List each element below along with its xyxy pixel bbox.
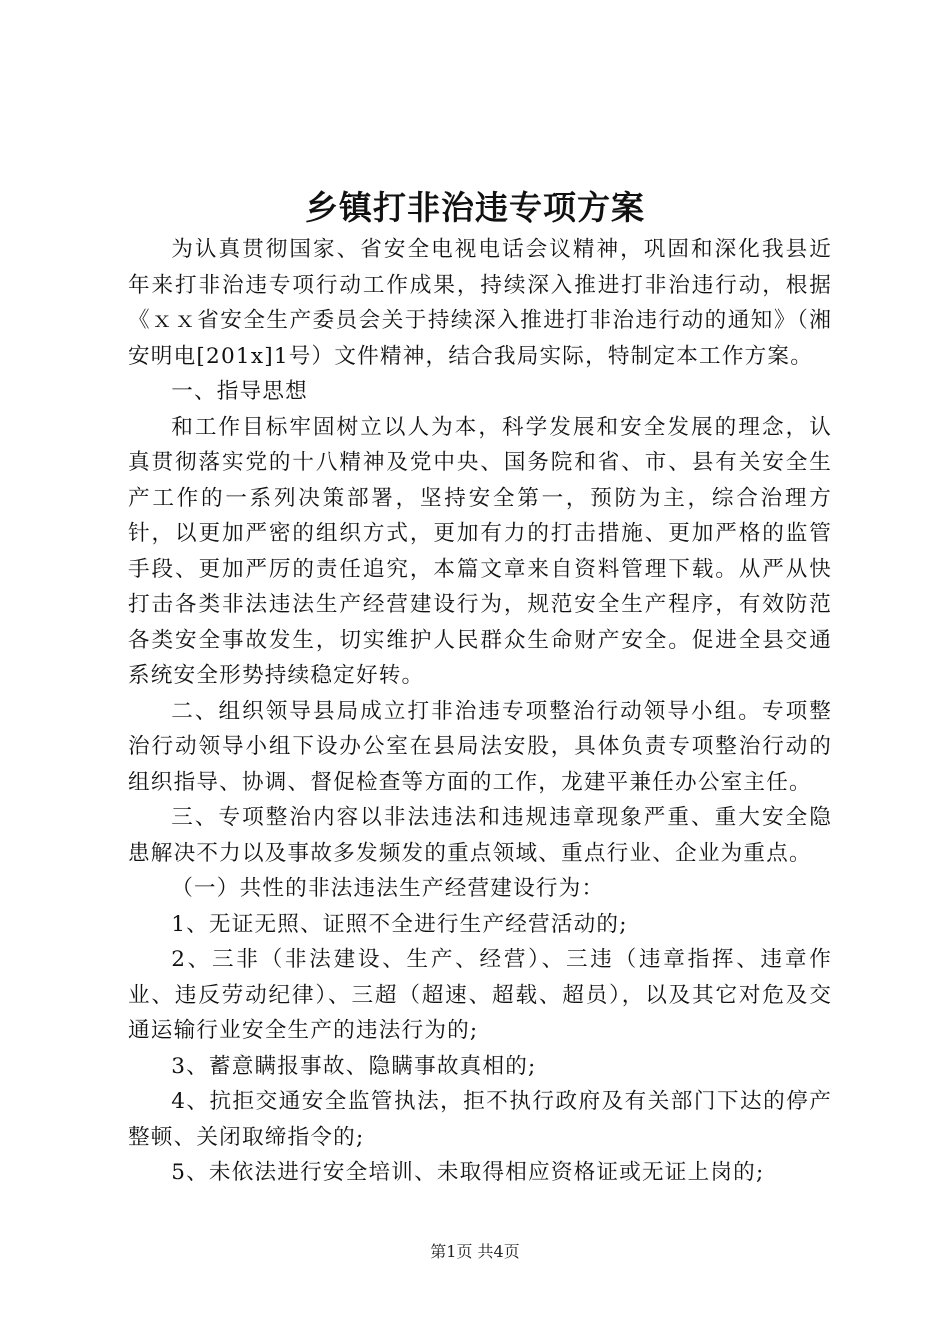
page-number: 第1页 共4页 xyxy=(430,1242,520,1261)
list-item-1: 1、无证无照、证照不全进行生产经营活动的; xyxy=(171,911,628,937)
paragraph-intro: 为认真贯彻国家、省安全电视电话会议精神，巩固和深化我县近年来打非治违专项行动工作成果，持续深入推进打非治违行动，根据《ｘｘ省安全生产委员会关于持续深入推进打非治违行动的通知》（湘安明电[201x]1号）文件精神，结合我局实际，特制定本工作方案。 xyxy=(128,237,832,369)
document-title: 乡镇打非治违专项方案 xyxy=(305,188,645,227)
page-footer xyxy=(0,1241,950,1263)
document-body xyxy=(128,232,832,1191)
paragraph-guiding-ideology: 和工作目标牢固树立以人为本，科学发展和安全发展的理念，认真贯彻落实党的十八精神及党中央、国务院和省、市、县有关安全生产工作的一系列决策部署，坚持安全第一，预防为主，综合治理方针，以更加严密的组织方式，更加有力的打击措施、更加严格的监管手段、更加严厉的责任追究，本篇文章来自资料管理下载。从严从快打击各类非法违法生产经营建设行为，规范安全生产程序，有效防范各类安全事故发生，切实维护人民群众生命财产安全。促进全县交通系统安全形势持续稳定好转。 xyxy=(128,414,832,688)
paragraph-organization: 二、组织领导县局成立打非治违专项整治行动领导小组。专项整治行动领导小组下设办公室在县局法安股，具体负责专项整治行动的组织指导、协调、督促检查等方面的工作，龙建平兼任办公室主任。 xyxy=(128,698,832,795)
list-item-3: 3、蓄意瞒报事故、隐瞒事故真相的; xyxy=(171,1053,537,1079)
list-item-5: 5、未依法进行安全培训、未取得相应资格证或无证上岗的; xyxy=(171,1160,765,1185)
list-item-4: 4、抗拒交通安全监管执法，拒不执行政府及有关部门下达的停产整顿、关闭取缔指令的; xyxy=(128,1089,832,1150)
subheading-common-violations: （一）共性的非法违法生产经营建设行为： xyxy=(171,876,605,901)
paragraph-rectification-content: 三、专项整治内容以非法违法和违规违章现象严重、重大安全隐患解决不力以及事故多发频发的重点领域、重点行业、企业为重点。 xyxy=(128,805,832,866)
list-item-2: 2、三非（非法建设、生产、经营）、三违（违章指挥、违章作业、违反劳动纪律）、三超（超速、超载、超员），以及其它对危及交通运输行业安全生产的违法行为的; xyxy=(128,947,832,1043)
heading-guiding-ideology: 一、指导思想 xyxy=(171,379,308,404)
